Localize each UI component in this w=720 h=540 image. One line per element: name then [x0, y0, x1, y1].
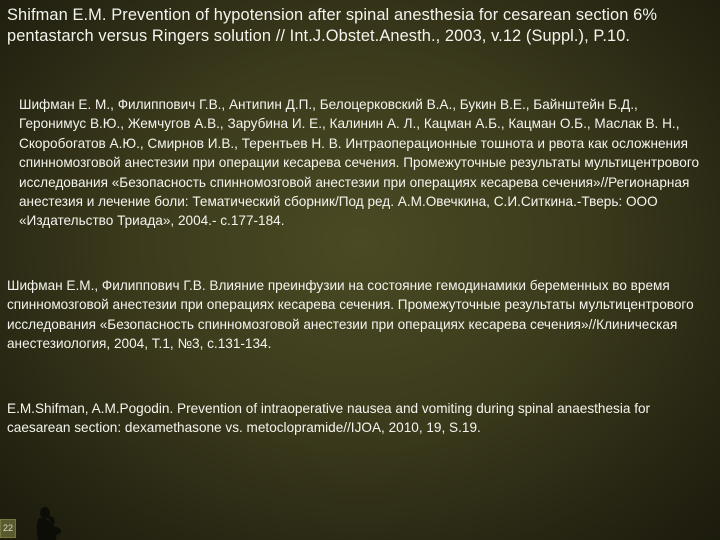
- reference-russian-2: Шифман Е.М., Филиппович Г.В. Влияние преинфузии на состояние гемодинамики беременных во время спинномозговой анестезии при операциях кесарева сечения. Промежуточные результаты мультицентрового исследования «Безопасность спинномозговой анестезии при операциях кесарева сечения»//Клиническая анестезиология, 2004, Т.1, №3, с.131-134.: [7, 278, 694, 352]
- reference-russian-1: Шифман Е. М., Филиппович Г.В., Антипин Д.П., Белоцерковский В.А., Букин В.Е., Байнштейн Б.Д., Геронимус В.Ю., Жемчугов А.В., Зарубина И. Е., Калинин А. Л., Кацман А.Б., Кацман О.Б., Маслак В. Н., Скоробогатов А.Ю., Смирнов И.В., Терентьев Н. В. Интраоперационные тошнота и рвота как осложнения спинномозговой анестезии при операции кесарева сечения. Промежуточные результаты мультицентрового исследования «Безопасность спинномозговой анестезии при операциях кесарева сечения»//Регионарная анестезия и лечение боли: Тематический сборник/Под ред. А.М.Овечкина, С.И.Ситкина.-Тверь: ООО «Издательство Триада», 2004.- с.177-184.: [19, 97, 700, 229]
- reference-english: E.M.Shifman, A.M.Pogodin. Prevention of intraoperative nausea and vomiting during spinal anaesthesia for caesarean section: dexamethasone vs. metoclopramide//IJOA, 2010, 19, S.19.: [7, 401, 651, 436]
- reference-title: Shifman E.M. Prevention of hypotension after spinal anesthesia for cesarean section 6% pentastarch versus Ringers solution // Int.J.Obstet.Anesth., 2003, v.12 (Suppl.), P.10.: [7, 6, 658, 45]
- slide-number: 22: [0, 519, 16, 538]
- thinker-silhouette-icon: [30, 504, 66, 540]
